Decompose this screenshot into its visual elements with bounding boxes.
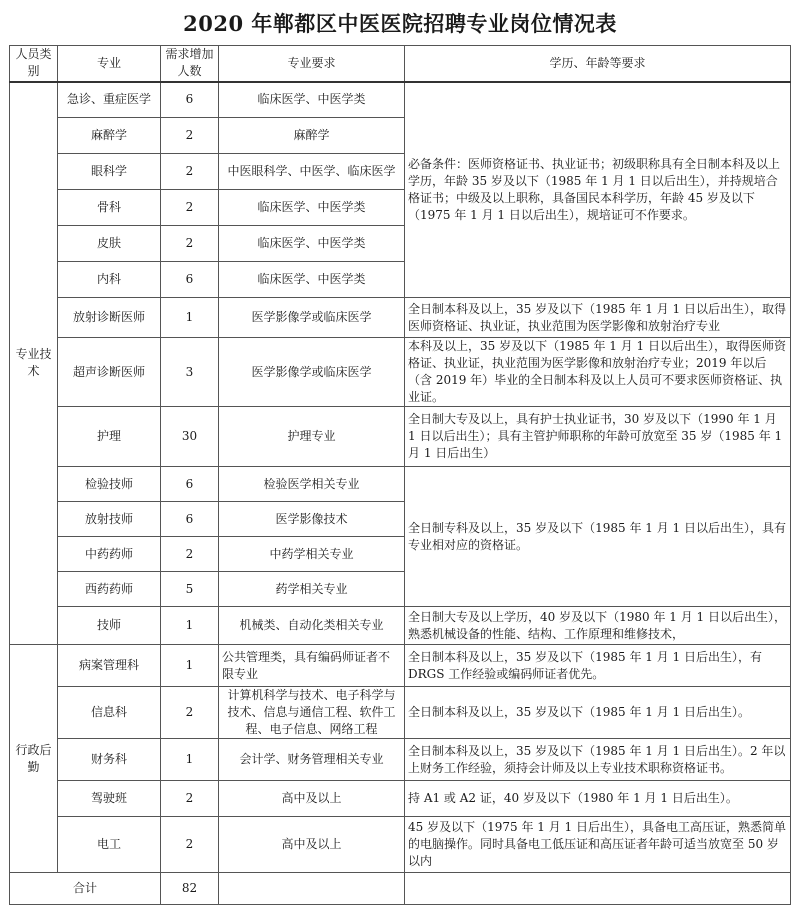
count-cell: 1 xyxy=(161,298,219,338)
count-cell: 1 xyxy=(161,645,219,687)
major-requirement-cell: 会计学、财务管理相关专业 xyxy=(219,739,405,781)
table-row xyxy=(10,607,791,645)
count-cell: 6 xyxy=(161,82,219,118)
major-requirement-cell: 麻醉学 xyxy=(219,118,405,154)
table-row xyxy=(10,781,791,817)
count-cell: 2 xyxy=(161,190,219,226)
education-requirement-finance: 全日制本科及以上，35 岁及以下（1985 年 1 月 1 日后出生）。2 年以上财务工作经验，须持会计师及以上专业技术职称资格证书。 xyxy=(405,739,791,781)
education-requirement-records: 全日制本科及以上，35 岁及以下（1985 年 1 月 1 日后出生），有 DRGS 工作经验或编码师证者优先。 xyxy=(405,645,791,687)
table-row xyxy=(10,407,791,467)
count-cell: 30 xyxy=(161,407,219,467)
count-cell: 5 xyxy=(161,572,219,607)
major-cell: 护理 xyxy=(58,407,161,467)
count-cell: 6 xyxy=(161,502,219,537)
major-cell: 骨科 xyxy=(58,190,161,226)
education-requirement-driver: 持 A1 或 A2 证，40 岁及以下（1980 年 1 月 1 日后出生）。 xyxy=(405,781,791,817)
education-requirement-technicians: 全日制专科及以上，35 岁及以下（1985 年 1 月 1 日以后出生），具有专业相对应的资格证。 xyxy=(405,467,791,607)
count-cell: 2 xyxy=(161,537,219,572)
header-major: 专业 xyxy=(58,46,161,82)
education-requirement-mechanical: 全日制大专及以上学历，40 岁及以下（1980 年 1 月 1 日以后出生），熟悉机械设备的性能、结构、工作原理和维修技术， xyxy=(405,607,791,645)
header-category: 人员类别 xyxy=(10,46,58,82)
major-requirement-cell: 高中及以上 xyxy=(219,817,405,873)
education-requirement-doctors: 必备条件：医师资格证书、执业证书；初级职称具有全日制本科及以上学历，年龄 35 岁及以下（1985 年 1 月 1 日以后出生），并持规培合格证书；中级及以上职称，具备国民本科学历，年龄 45 岁及以下（1975 年 1 月 1 日以后出生），规培证可不作要求。 xyxy=(405,82,791,298)
education-requirement-nursing: 全日制大专及以上，具有护士执业证书，30 岁及以下（1990 年 1 月 1 日以后出生）；具有主管护师职称的年龄可放宽至 35 岁（1985 年 1 月 1 日后出生） xyxy=(405,407,791,467)
major-requirement-cell: 临床医学、中医学类 xyxy=(219,190,405,226)
major-requirement-cell: 机械类、自动化类相关专业 xyxy=(219,607,405,645)
total-empty-cell xyxy=(405,873,791,905)
major-cell: 西药药师 xyxy=(58,572,161,607)
major-cell: 放射技师 xyxy=(58,502,161,537)
page-title: 2020 年郸都区中医医院招聘专业岗位情况表 xyxy=(183,11,617,36)
count-cell: 1 xyxy=(161,739,219,781)
table-row xyxy=(10,645,791,687)
major-requirement-cell: 公共管理类，具有编码师证者不限专业 xyxy=(219,645,405,687)
major-requirement-cell: 检验医学相关专业 xyxy=(219,467,405,502)
header-row xyxy=(10,46,791,82)
major-requirement-cell: 中药学相关专业 xyxy=(219,537,405,572)
total-row xyxy=(10,873,791,905)
major-requirement-cell: 中医眼科学、中医学、临床医学 xyxy=(219,154,405,190)
education-requirement-it: 全日制本科及以上，35 岁及以下（1985 年 1 月 1 日后出生）。 xyxy=(405,687,791,739)
table-row xyxy=(10,817,791,873)
major-requirement-cell: 医学影像学或临床医学 xyxy=(219,298,405,338)
major-cell: 放射诊断医师 xyxy=(58,298,161,338)
major-cell: 麻醉学 xyxy=(58,118,161,154)
table-row xyxy=(10,467,791,502)
major-cell: 内科 xyxy=(58,262,161,298)
category-admin: 行政后勤 xyxy=(10,645,58,873)
major-requirement-cell: 医学影像学或临床医学 xyxy=(219,338,405,407)
major-cell: 技师 xyxy=(58,607,161,645)
major-cell: 驾驶班 xyxy=(58,781,161,817)
major-cell: 财务科 xyxy=(58,739,161,781)
count-cell: 2 xyxy=(161,154,219,190)
table-row xyxy=(10,338,791,407)
count-cell: 2 xyxy=(161,687,219,739)
count-cell: 2 xyxy=(161,226,219,262)
education-requirement-ultrasound: 本科及以上，35 岁及以下（1985 年 1 月 1 日以后出生），取得医师资格证、执业证，执业范围为医学影像和放射治疗专业；2019 年以后（含 2019 年）毕业的全日制本科及以上人员可不要求医师资格证、执业证。 xyxy=(405,338,791,407)
count-cell: 6 xyxy=(161,467,219,502)
header-major-requirement: 专业要求 xyxy=(219,46,405,82)
major-cell: 皮肤 xyxy=(58,226,161,262)
total-label: 合计 xyxy=(10,873,161,905)
recruitment-table xyxy=(9,45,791,905)
count-cell: 2 xyxy=(161,118,219,154)
major-cell: 电工 xyxy=(58,817,161,873)
major-cell: 中药药师 xyxy=(58,537,161,572)
major-cell: 病案管理科 xyxy=(58,645,161,687)
major-requirement-cell: 高中及以上 xyxy=(219,781,405,817)
major-cell: 急诊、重症医学 xyxy=(58,82,161,118)
count-cell: 6 xyxy=(161,262,219,298)
table-row xyxy=(10,82,791,118)
table-row xyxy=(10,739,791,781)
education-requirement-electrician: 45 岁及以下（1975 年 1 月 1 日后出生），具备电工高压证，熟悉简单的电脑操作。同时具备电工低压证和高压证者年龄可适当放宽至 50 岁以内 xyxy=(405,817,791,873)
major-cell: 信息科 xyxy=(58,687,161,739)
major-requirement-cell: 临床医学、中医学类 xyxy=(219,262,405,298)
count-cell: 2 xyxy=(161,817,219,873)
major-cell: 超声诊断医师 xyxy=(58,338,161,407)
major-requirement-cell: 药学相关专业 xyxy=(219,572,405,607)
major-cell: 眼科学 xyxy=(58,154,161,190)
count-cell: 3 xyxy=(161,338,219,407)
major-requirement-cell: 临床医学、中医学类 xyxy=(219,82,405,118)
major-requirement-cell: 医学影像技术 xyxy=(219,502,405,537)
table-row xyxy=(10,687,791,739)
education-requirement-radiology: 全日制本科及以上，35 岁及以下（1985 年 1 月 1 日以后出生），取得医师资格证、执业证，执业范围为医学影像和放射治疗专业 xyxy=(405,298,791,338)
total-empty-cell xyxy=(219,873,405,905)
count-cell: 2 xyxy=(161,781,219,817)
major-cell: 检验技师 xyxy=(58,467,161,502)
total-value: 82 xyxy=(161,873,219,905)
major-requirement-cell: 计算机科学与技术、电子科学与技术、信息与通信工程、软件工程、电子信息、网络工程 xyxy=(219,687,405,739)
major-requirement-cell: 护理专业 xyxy=(219,407,405,467)
table-row xyxy=(10,298,791,338)
category-tech: 专业技术 xyxy=(10,82,58,645)
header-education-requirement: 学历、年龄等要求 xyxy=(405,46,791,82)
major-requirement-cell: 临床医学、中医学类 xyxy=(219,226,405,262)
count-cell: 1 xyxy=(161,607,219,645)
header-count: 需求增加人数 xyxy=(161,46,219,82)
